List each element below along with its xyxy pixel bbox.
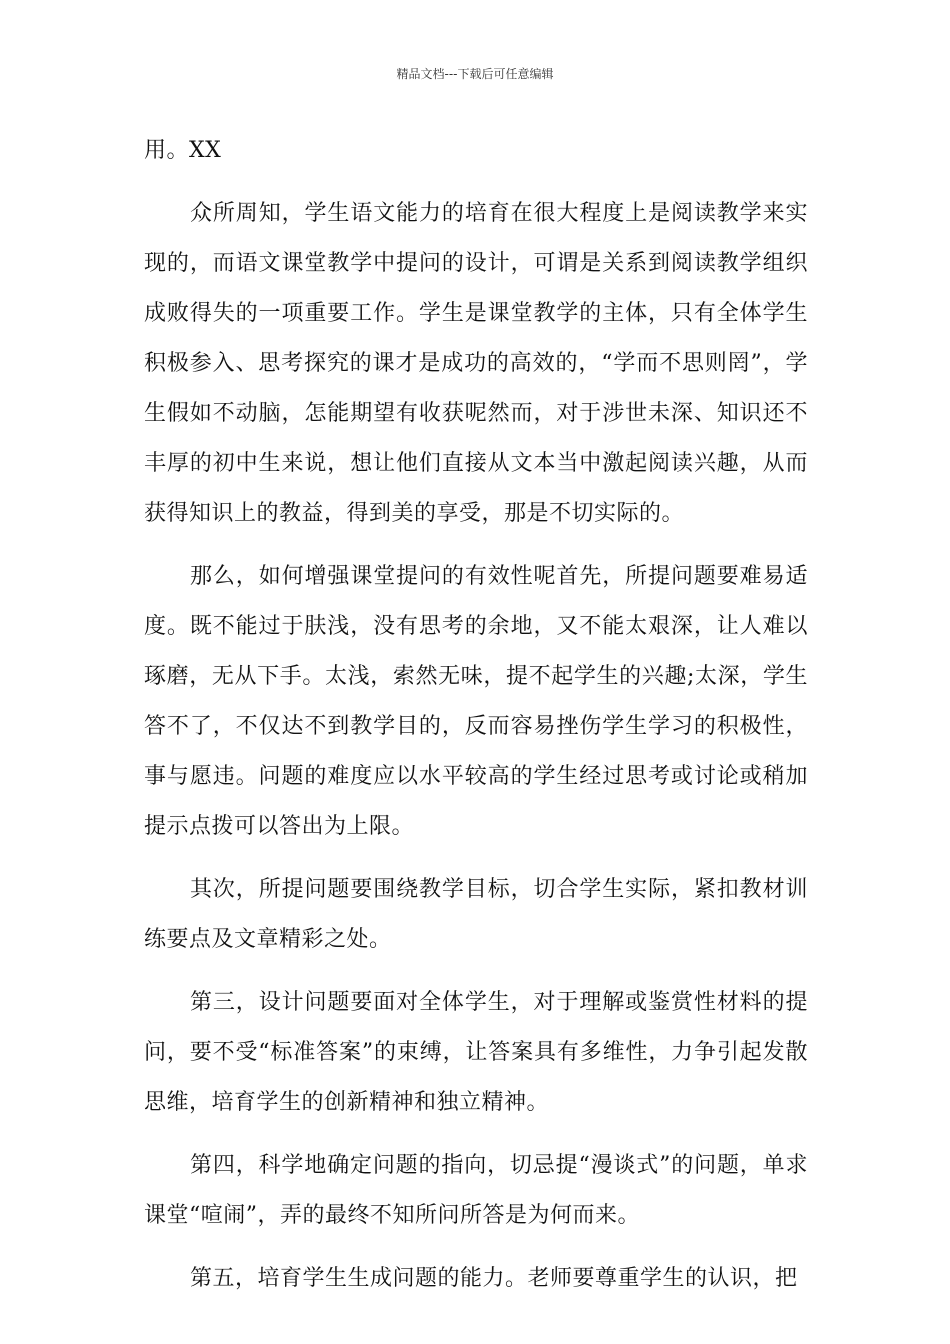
- paragraph-5: 第三，设计问题要面对全体学生，对于理解或鉴赏性材料的提问，要不受“标准答案”的束缚，让答案具有多维性，力争引起发散思维，培育学生的创新精神和独立精神。: [144, 990, 808, 1115]
- paragraph-6: 第四，科学地确定问题的指向，切忌提“漫谈式”的问题，单求课堂“喧闹”，弄的最终不知所问所答是为何而来。: [144, 1153, 808, 1228]
- paragraph-3: 那么，如何增强课堂提问的有效性呢首先，所提问题要难易适度。既不能过于肤浅，没有思考的余地，又不能太艰深，让人难以琢磨，无从下手。太浅，索然无味，提不起学生的兴趣;太深，学生答不了，不仅达不到教学目的，反而容易挫伤学生学习的积极性，事与愿违。问题的难度应以水平较高的学生经过思考或讨论或稍加提示点拨可以答出为上限。: [144, 564, 808, 839]
- page-header: 精品文档---下载后可任意编辑: [396, 67, 554, 81]
- document-body: [144, 126, 808, 1317]
- paragraph-4: 其次，所提问题要围绕教学目标，切合学生实际，紧扣教材训练要点及文章精彩之处。: [144, 877, 808, 952]
- paragraph-1: 用。XX: [144, 138, 222, 163]
- paragraph-2: 众所周知，学生语文能力的培育在很大程度上是阅读教学来实现的，而语文课堂教学中提问的设计，可谓是关系到阅读教学组织成败得失的一项重要工作。学生是课堂教学的主体，只有全体学生积极参入、思考探究的课才是成功的高效的，“学而不思则罔”，学生假如不动脑，怎能期望有收获呢然而，对于涉世未深、知识还不丰厚的初中生来说，想让他们直接从文本当中激起阅读兴趣，从而获得知识上的教益，得到美的享受，那是不切实际的。: [144, 201, 808, 526]
- paragraph-7: 第五，培育学生生成问题的能力。老师要尊重学生的认识，把: [190, 1266, 798, 1291]
